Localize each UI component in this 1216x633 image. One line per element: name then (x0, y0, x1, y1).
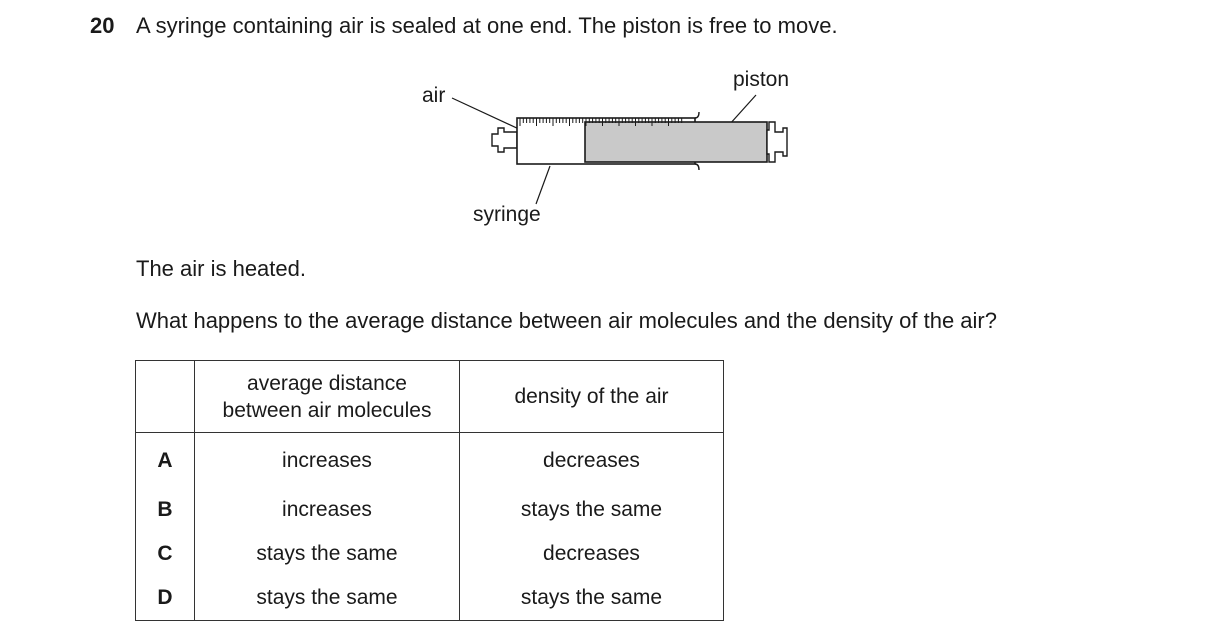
table-row (136, 488, 724, 532)
option-letter: D (136, 576, 195, 621)
piston (585, 122, 767, 162)
header-distance (195, 361, 460, 433)
heated-statement: The air is heated. (136, 256, 306, 281)
option-distance: increases (195, 488, 460, 532)
option-distance: increases (195, 433, 460, 489)
nozzle (492, 128, 517, 152)
syringe-leader-line (536, 166, 550, 204)
header-distance-line2: between air molecules (222, 398, 432, 422)
syringe-diagram (0, 0, 1216, 240)
table-row (136, 433, 724, 489)
option-letter: B (136, 488, 195, 532)
header-distance-line1: average distance (247, 371, 407, 395)
header-letter-cell (136, 361, 195, 433)
option-density: decreases (460, 433, 724, 489)
table-header-row (136, 361, 724, 433)
option-density: decreases (460, 532, 724, 576)
option-density: stays the same (460, 576, 724, 621)
question-text: A syringe containing air is sealed at one end. The piston is free to move. (136, 13, 838, 38)
option-density: stays the same (460, 488, 724, 532)
table-row (136, 532, 724, 576)
question-prompt: What happens to the average distance between air molecules and the density of the air? (136, 308, 997, 333)
option-distance: stays the same (195, 576, 460, 621)
option-letter: A (136, 433, 195, 489)
table-row (136, 576, 724, 621)
plunger-handle (767, 122, 787, 162)
answer-options-table (135, 360, 724, 621)
piston-label: piston (733, 68, 790, 91)
air-label: air (422, 84, 446, 107)
header-density: density of the air (460, 361, 724, 433)
option-distance: stays the same (195, 532, 460, 576)
syringe-label: syringe (473, 203, 541, 226)
question-number: 20 (90, 13, 115, 38)
option-letter: C (136, 532, 195, 576)
